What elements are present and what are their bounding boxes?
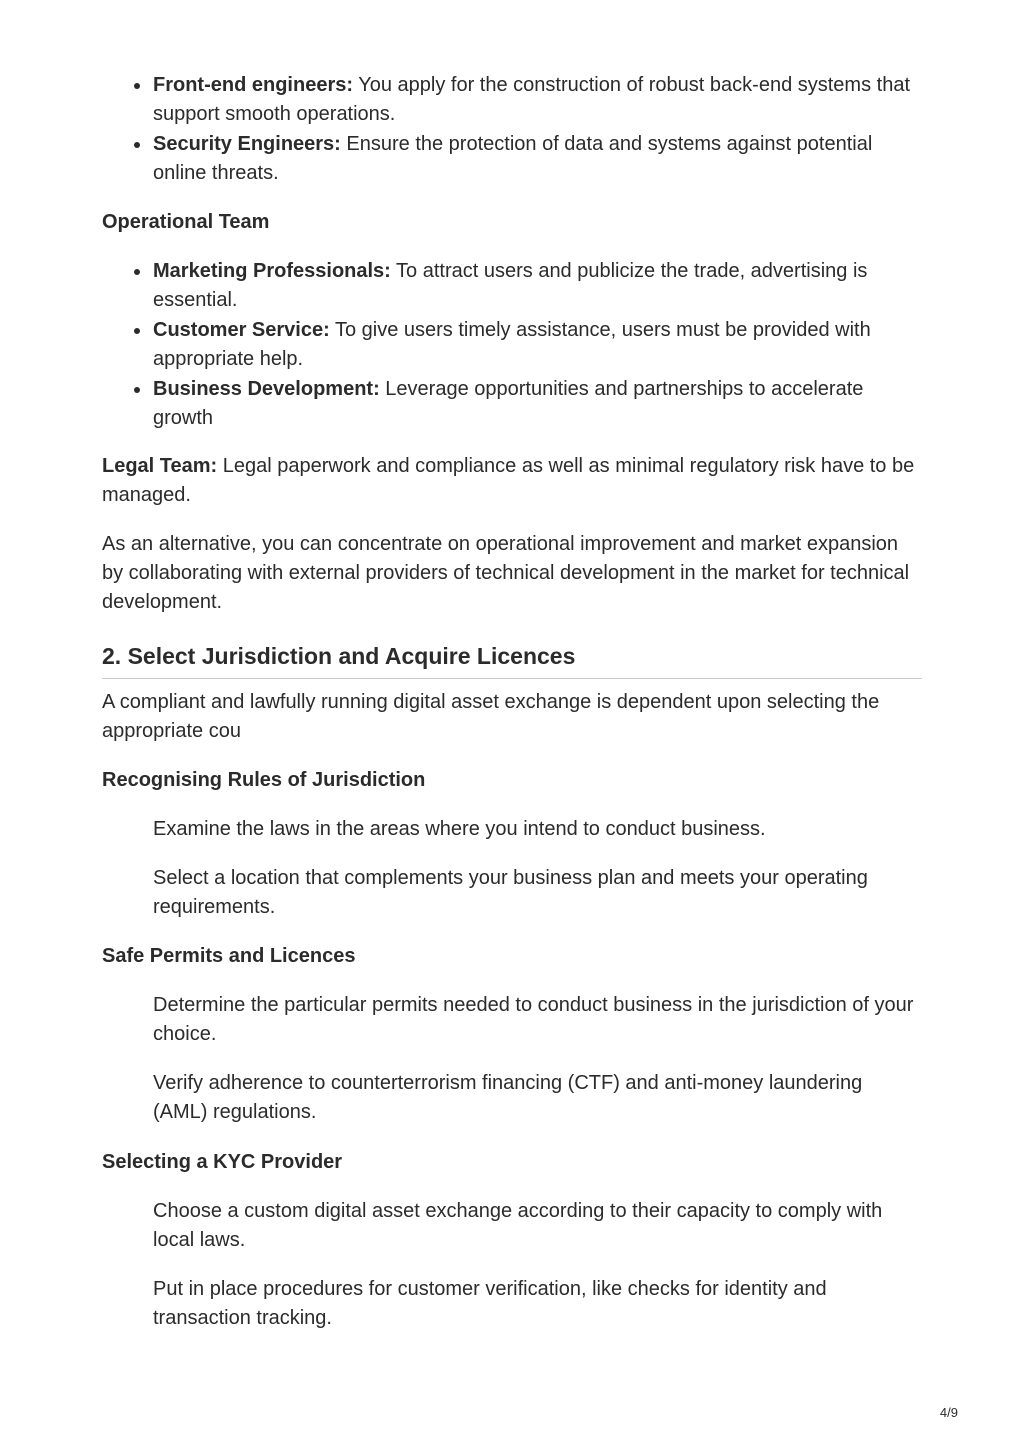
bullet-icon [134, 387, 140, 393]
bullet-icon [134, 269, 140, 275]
permits-licences-heading: Safe Permits and Licences [102, 945, 356, 967]
operational-team-list [102, 257, 922, 433]
legal-team-paragraph: Legal Team: Legal paperwork and compliance as well as minimal regulatory risk have to be managed. [102, 455, 915, 506]
bullet-icon [134, 142, 140, 148]
kyc-provider-heading: Selecting a KYC Provider [102, 1151, 343, 1173]
document-page [102, 0, 922, 1333]
bullet-icon [134, 328, 140, 334]
alternative-paragraph: As an alternative, you can concentrate on operational improvement and market expansion by collaborating with external providers of technical development in the market for technical development. [102, 533, 910, 613]
engineering-team-list [102, 71, 922, 188]
section-heading-jurisdiction: 2. Select Jurisdiction and Acquire Licences [102, 641, 922, 679]
kyc-paragraph-2: Put in place procedures for customer verification, like checks for identity and transaction tracking. [153, 1278, 827, 1329]
jurisdiction-paragraph-1: Examine the laws in the areas where you intend to conduct business. [153, 818, 766, 840]
jurisdiction-rules-heading: Recognising Rules of Jurisdiction [102, 769, 426, 791]
list-item-marketing: Marketing Professionals: To attract users and publicize the trade, advertising is essential. [102, 257, 922, 315]
operational-team-heading: Operational Team [102, 211, 270, 233]
list-item-security-engineers: Security Engineers: Ensure the protection of data and systems against potential online threats. [102, 130, 922, 188]
list-item-front-end-engineers: Front-end engineers: You apply for the construction of robust back-end systems that support smooth operations. [102, 71, 922, 129]
jurisdiction-paragraph-2: Select a location that complements your business plan and meets your operating requirements. [153, 867, 868, 918]
permits-paragraph-2: Verify adherence to counterterrorism financing (CTF) and anti-money laundering (AML) regulations. [153, 1072, 863, 1123]
kyc-paragraph-1: Choose a custom digital asset exchange according to their capacity to comply with local laws. [153, 1200, 883, 1251]
page-number: 4/9 [939, 1405, 958, 1420]
permits-paragraph-1: Determine the particular permits needed to conduct business in the jurisdiction of your choice. [153, 994, 914, 1045]
bullet-icon [134, 83, 140, 89]
list-item-business-development: Business Development: Leverage opportunities and partnerships to accelerate growth [102, 375, 922, 433]
list-item-customer-service: Customer Service: To give users timely assistance, users must be provided with appropriate help. [102, 316, 922, 374]
section-intro-paragraph: A compliant and lawfully running digital asset exchange is dependent upon selecting the appropriate cou [102, 691, 880, 742]
